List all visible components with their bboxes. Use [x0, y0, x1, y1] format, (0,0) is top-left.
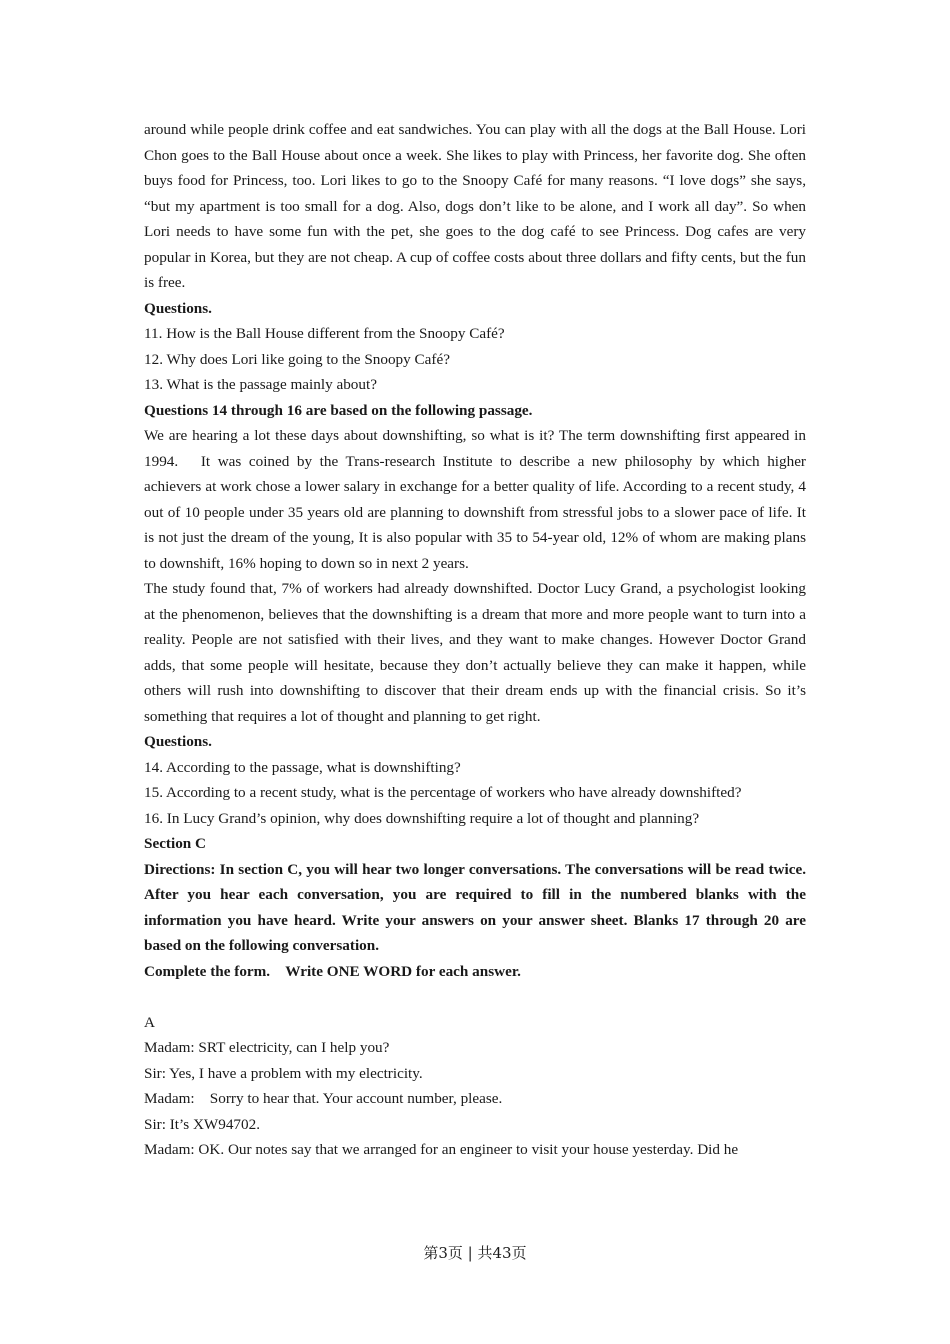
passage-downshifting-paragraph: We are hearing a lot these days about downshifting, so what is it? The term downshifting first appeared in 1994. It was coined by the Trans-research Institute to describe a new philosophy by which higher achievers at work chose a lower salary in exchange for a better quality of life. According to a recent study, 4 out of 10 people under 35 years old are planning to downshift from stressful jobs to a slower pace of life. It is not just the dream of the young, It is also popular with 35 to 54-year old, 12% of whom are making plans to downshift, 16% hoping to down so in next 2 years. — [144, 427, 806, 572]
dialogue-line: Madam: OK. Our notes say that we arranged for an engineer to visit your house yesterday. Did he — [144, 1141, 739, 1158]
question-item: 15. According to a recent study, what is the percentage of workers who have already downshifted? — [144, 784, 742, 801]
spacer — [144, 984, 806, 1010]
questions-heading: Questions. — [144, 299, 212, 317]
document-body — [144, 117, 806, 1163]
dialogue-line: Sir: It’s XW94702. — [144, 1115, 261, 1133]
page-footer: 第3页 | 共43页 — [423, 1244, 527, 1262]
passage-downshifting-paragraph: The study found that, 7% of workers had already downshifted. Doctor Lucy Grand, a psychologist looking at the phenomenon, believes that the downshifting is a dream that more and more people want to turn into a reality. People are not satisfied with their lives, and they want to make changes. However Doctor Grand adds, that some people will hesitate, because they don’t actually believe they can make it happen, while others will rush into downshifting to discover that their dream ends up with the financial crisis. So it’s something that requires a lot of thought and planning to get right. — [144, 580, 806, 725]
conversation-label: A — [144, 1013, 155, 1031]
section-instruction: Complete the form. Write ONE WORD for each answer. — [144, 962, 521, 980]
passage-dog-cafe: around while people drink coffee and eat sandwiches. You can play with all the dogs at the Ball House. Lori Chon goes to the Ball House about once a week. She likes to play with Princess, her favorite dog. She often buys food for Princess, too. Lori likes to go to the Snoopy Café for many reasons. “I love dogs” she says, “but my apartment is too small for a dog. Also, dogs don’t like to be alone, and I work all day”. So when Lori needs to have some fun with the pet, she goes to the dog café to see Princess. Dog cafes are very popular in Korea, but they are not cheap. A cup of coffee costs about three dollars and fifty cents, but the fun is free. — [144, 121, 806, 291]
question-item: 14. According to the passage, what is downshifting? — [144, 758, 461, 776]
questions-heading: Questions. — [144, 733, 212, 750]
section-directions: Directions: In section C, you will hear two longer conversations. The conversations will be read twice. After you hear each conversation, you are required to fill in the numbered blanks with the information you have heard. Write your answers on your answer sheet. Blanks 17 through 20 are based on the following conversation. — [144, 860, 806, 954]
question-item: 11. How is the Ball House different from the Snoopy Café? — [144, 325, 505, 342]
question-item: 16. In Lucy Grand’s opinion, why does downshifting require a lot of thought and planning? — [144, 809, 700, 827]
passage-heading: Questions 14 through 16 are based on the following passage. — [144, 401, 533, 419]
question-item: 13. What is the passage mainly about? — [144, 376, 377, 393]
dialogue-line: Madam: Sorry to hear that. Your account number, please. — [144, 1090, 503, 1107]
section-title: Section C — [144, 835, 207, 852]
dialogue-line: Madam: SRT electricity, can I help you? — [144, 1039, 390, 1056]
question-item: 12. Why does Lori like going to the Snoopy Café? — [144, 350, 450, 368]
dialogue-line: Sir: Yes, I have a problem with my electricity. — [144, 1064, 423, 1082]
